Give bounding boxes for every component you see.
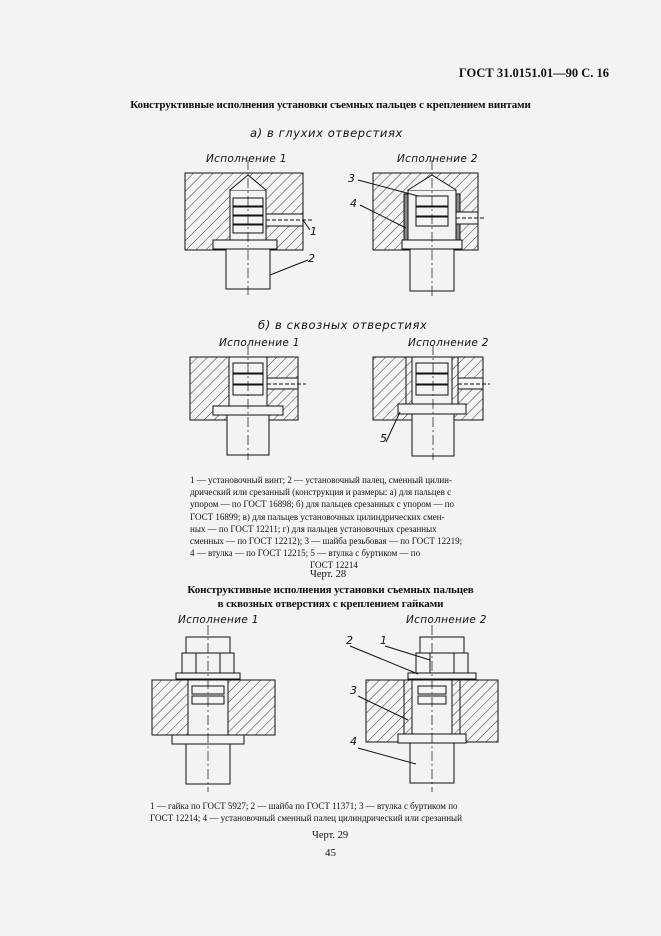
legend-line: ГОСТ 16899; в) для пальцев установочных цилиндрических смен- [190, 511, 445, 522]
callout-1-a1: 1 [310, 225, 317, 238]
section-title-2-line: в сквозных отверстиях с креплением гайками [217, 598, 444, 610]
drawing-b2 [373, 345, 490, 460]
section-title-2 [0, 583, 661, 611]
legend-line: ных — по ГОСТ 12211; г) для пальцев установочных срезанных [190, 523, 437, 534]
drawing-a1 [185, 160, 312, 295]
legend-line: 4 — втулка — по ГОСТ 12215; 5 — втулка с буртиком — по [190, 548, 421, 559]
drawing-a2 [358, 160, 486, 296]
legend-text-29 [150, 800, 508, 824]
callout-2-c2: 2 [346, 634, 353, 647]
legend-line: 1 — гайка по ГОСТ 5927; 2 — шайба по ГОСТ 11371; 3 — втулка с буртиком по [150, 801, 458, 811]
legend-line: упором — по ГОСТ 16898; б) для пальцев срезанных с упором — по [190, 499, 455, 510]
section-title: Конструктивные исполнения установки съемных пальцев с креплением винтами [130, 99, 531, 111]
legend-line: ГОСТ 12214; 4 — установочный сменный палец цилиндрический или срезанный [150, 813, 462, 824]
callout-3-a2: 3 [348, 172, 355, 185]
variant-label-a2: Исполнение 2 [397, 153, 478, 165]
subheading-through-holes: б) в сквозных отверстиях [258, 318, 428, 332]
figure-label-28: Черт. 28 [310, 569, 347, 580]
variant-label-b2: Исполнение 2 [408, 337, 489, 349]
legend-line: ГОСТ 12214 [310, 560, 358, 571]
callout-3-c2: 3 [350, 684, 357, 697]
callout-2-a1: 2 [308, 252, 315, 265]
variant-label-b1: Исполнение 1 [219, 337, 300, 349]
variant-label-a1: Исполнение 1 [206, 153, 287, 165]
figure-label-29: Черт. 29 [312, 830, 349, 841]
callout-5-b2: 5 [380, 432, 387, 445]
legend-line: 1 — установочный винт; 2 — установочный палец, сменный цилин- [190, 475, 452, 485]
drawing-c1 [152, 625, 275, 792]
callout-4-c2: 4 [350, 735, 357, 748]
section-title-2-line: Конструктивные исполнения установки съемных пальцев [187, 584, 474, 596]
subheading-blind-holes: а) в глухих отверстиях [250, 126, 403, 140]
legend-line: сменных — по ГОСТ 12212); 3 — шайба резьбовая — по ГОСТ 12219; [190, 536, 463, 547]
drawing-c2 [350, 625, 498, 792]
variant-label-c2: Исполнение 2 [406, 614, 487, 626]
page-header: ГОСТ 31.0151.01—90 С. 16 [458, 66, 609, 80]
callout-1-c2: 1 [380, 634, 387, 647]
legend-text-28 [190, 474, 488, 572]
drawing-b1 [190, 345, 306, 460]
callout-4-a2: 4 [350, 197, 357, 210]
page-number: 45 [325, 847, 336, 859]
variant-label-c1: Исполнение 1 [178, 614, 259, 626]
legend-line: дрический или срезанный (конструкция и размеры: а) для пальцев с [190, 487, 452, 498]
